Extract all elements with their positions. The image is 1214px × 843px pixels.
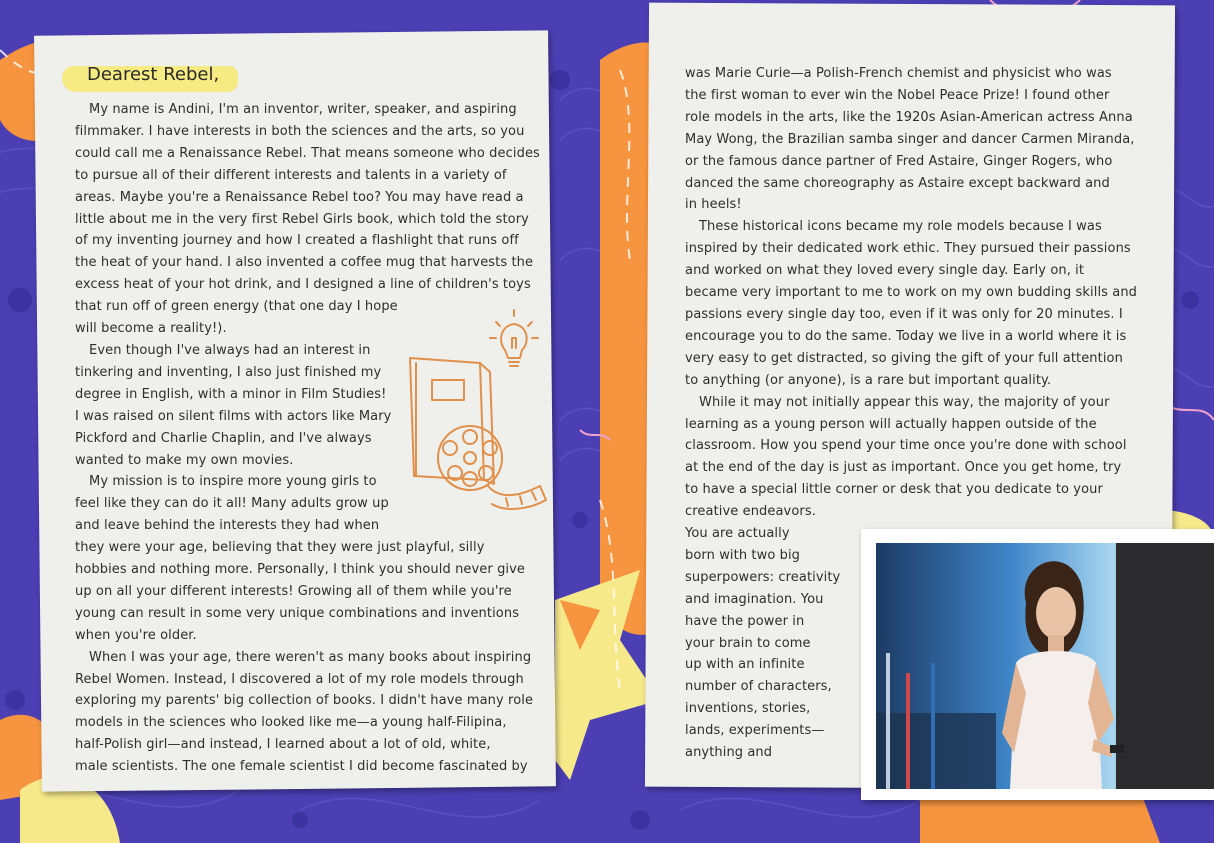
letter-line: classroom. How you spend your time once you're done with school [685,438,1127,454]
letter-line: While it may not initially appear this way, the majority of your [699,394,1110,410]
letter-line: These historical icons became my role models because I was [699,219,1102,235]
letter-line: tinkering and inventing, I also just finished my [75,364,382,380]
letter-line: filmmaker. I have interests in both the sciences and the arts, so you [75,123,525,139]
letter-line: learning as a young person will actually happen outside of the [685,416,1097,432]
letter-line: feel like they can do it all! Many adults grow up [75,496,389,512]
letter-line: was Marie Curie—a Polish-French chemist and physicist who was [685,66,1112,81]
letter-line: to anything (or anyone), is a rare but important quality. [685,372,1052,388]
letter-line: May Wong, the Brazilian samba singer and dancer Carmen Miranda, [685,131,1135,147]
letter-line: your brain to come [685,635,811,651]
letter-line: lands, experiments— [685,723,825,739]
letter-line: exploring my parents' big collection of books. I didn't have many role [75,693,534,709]
letter-line: in heels! [685,197,742,213]
letter-line: I was raised on silent films with actors like Mary [75,408,392,424]
letter-line: Pickford and Charlie Chaplin, and I've always [75,430,372,446]
letter-line: that run off of green energy (that one day I hope [75,299,398,315]
letter-line: up with an infinite [685,657,805,673]
letter-line: My mission is to inspire more young girls to [89,474,377,490]
letter-line: half-Polish girl—and instead, I learned about a lot of old, white, [75,737,491,753]
letter-line: Even though I've always had an interest in [89,342,371,358]
letter-line: could call me a Renaissance Rebel. That means someone who decides [75,145,540,161]
letter-line: passions every single day too, even if it was only for 20 minutes. I [685,306,1123,322]
letter-line: degree in English, with a minor in Film Studies! [75,386,387,402]
letter-line: and worked on what they loved every single day. Early on, it [685,263,1085,279]
letter-line: little about me in the very first Rebel Girls book, which told the story [75,211,529,227]
letter-line: excess heat of your hot drink, and I designed a line of children's toys [75,277,531,293]
notebook-lightbulb-film-reel-doodle [400,308,550,523]
letter-line: have the power in [685,613,805,629]
letter-line: hobbies and nothing more. Personally, I think you should never give [75,562,526,578]
letter-heading [62,60,242,94]
letter-line: of my inventing journey and how I created a flashlight that runs off [75,233,519,249]
letter-line: superpowers: creativity [685,569,841,585]
letter-line: When I was your age, there weren't as many books about inspiring [89,649,532,665]
letter-line: the heat of your hand. I also invented a coffee mug that harvests the [75,255,534,271]
photo-frame [861,529,1214,800]
letter-line: danced the same choreography as Astaire except backward and [685,175,1110,191]
letter-line: models in the sciences who looked like me—a young half-Filipina, [75,715,507,731]
letter-line: anything and [685,745,773,761]
letter-line: You are actually [685,526,790,542]
letter-line: born with two big [685,547,801,563]
letter-line: number of characters, [685,679,832,695]
letter-line: wanted to make my own movies. [75,452,294,468]
letter-line: or the famous dance partner of Fred Astaire, Ginger Rogers, who [685,153,1113,169]
letter-line: they were your age, believing that they were just playful, silly [75,540,485,556]
letter-line: very easy to get distracted, so giving the gift of your full attention [685,350,1123,366]
letter-line: became very important to me to work on my own budding skills and [685,285,1138,301]
letter-line: at the end of the day is just as important. Once you get home, try [685,460,1122,476]
letter-line: inventions, stories, [685,701,811,717]
letter-line: to pursue all of their different interests and talents in a variety of [75,167,507,183]
letter-line: and imagination. You [685,591,824,607]
letter-line: the first woman to ever win the Nobel Peace Prize! I found other [685,87,1110,103]
letter-line: inspired by their dedicated work ethic. They pursued their passions [685,241,1131,257]
letter-line: up on all your different interests! Growing all of them while you're [75,583,512,599]
letter-line: male scientists. The one female scientist I did become fascinated by [75,759,528,775]
letter-line: Rebel Women. Instead, I discovered a lot of my role models through [75,671,524,687]
letter-greeting: Dearest Rebel, [87,64,220,85]
letter-line: when you're older. [75,627,197,643]
letter-line: encourage you to do the same. Today we live in a world where it is [685,328,1127,344]
letter-line: My name is Andini, I'm an inventor, writer, speaker, and aspiring [89,102,517,117]
letter-line: areas. Maybe you're a Renaissance Rebel too? You may have read a [75,189,524,205]
letter-line: role models in the arts, like the 1920s Asian-American actress Anna [685,109,1133,125]
letter-line: to have a special little corner or desk that you dedicate to your [685,482,1103,498]
letter-line: young can result in some very unique combinations and inventions [75,605,520,621]
letter-line: creative endeavors. [685,504,816,520]
woman-speaking-on-stage-photo [876,543,1214,789]
letter-line: and leave behind the interests they had when [75,518,380,534]
letter-line: will become a reality!). [75,321,227,337]
